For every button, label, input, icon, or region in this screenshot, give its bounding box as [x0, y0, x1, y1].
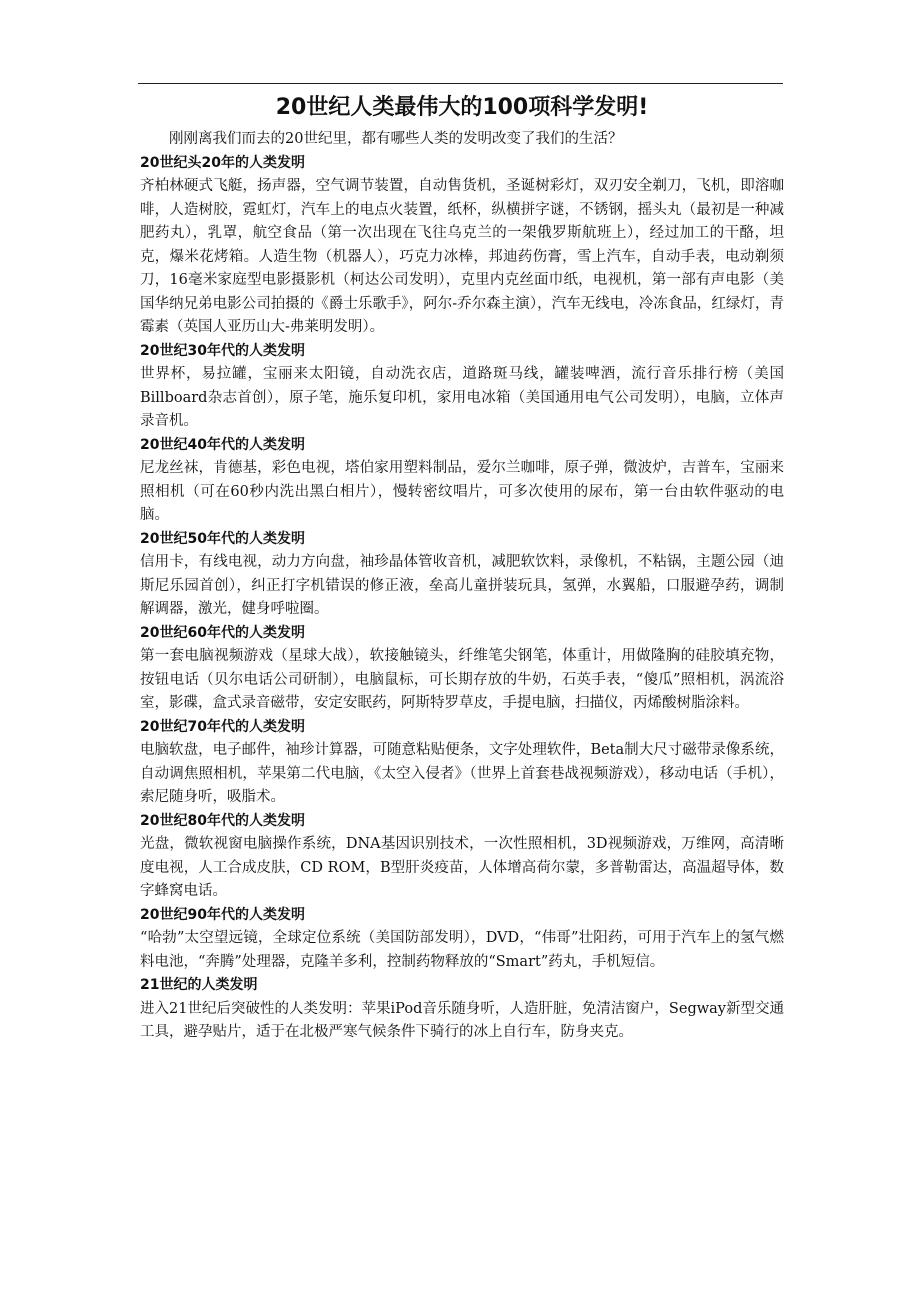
section-heading: 20世纪90年代的人类发明 — [140, 906, 305, 923]
document-content — [140, 90, 784, 1045]
section-heading: 20世纪头20年的人类发明 — [140, 154, 305, 171]
section-body: 信用卡，有线电视，动力方向盘，袖珍晶体管收音机，减肥软饮料，录像机，不粘锅，主题公园（迪斯尼乐园首创），纠正打字机错误的修正液，垒高儿童拼装玩具，氢弹，水翼船，口服避孕药，调制解调器，激光，健身呼啦圈。 — [140, 554, 784, 617]
section-1970s — [140, 716, 784, 810]
section-1980s — [140, 810, 784, 904]
section-1950s — [140, 528, 784, 622]
section-1940s — [140, 434, 784, 528]
section-body: 世界杯，易拉罐，宝丽来太阳镜，自动洗衣店，道路斑马线，罐装啤酒，流行音乐排行榜（美国Billboard杂志首创），原子笔，施乐复印机，家用电冰箱（美国通用电气公司发明），电脑，立体声录音机。 — [140, 366, 784, 429]
section-heading: 21世纪的人类发明 — [140, 977, 258, 993]
section-heading: 20世纪30年代的人类发明 — [140, 342, 305, 359]
section-body: 第一套电脑视频游戏（星球大战），软接触镜头，纤维笔尖钢笔，体重计，用做隆胸的硅胶填充物，按钮电话（贝尔电话公司研制），电脑鼠标，可长期存放的牛奶，石英手表，“傻瓜”照相机，涡流浴室，影碟，盒式录音磁带，安定安眠药，阿斯特罗草皮，手提电脑，扫描仪，丙烯酸树脂涂料。 — [140, 648, 784, 711]
section-body: “哈勃”太空望远镜，全球定位系统（美国防部发明），DVD，“伟哥”壮阳药，可用于汽车上的氢气燃料电池，“奔腾”处理器，克隆羊多利，控制药物释放的“Smart”药丸，手机短信。 — [140, 930, 784, 970]
document-title: 20世纪人类最伟大的100项科学发明! — [275, 95, 649, 120]
intro-paragraph: 刚刚离我们而去的20世纪里，都有哪些人类的发明改变了我们的生活？ — [169, 131, 623, 147]
section-heading: 20世纪40年代的人类发明 — [140, 436, 305, 453]
section-heading: 20世纪70年代的人类发明 — [140, 718, 305, 735]
section-1900s — [140, 152, 784, 340]
section-1960s — [140, 622, 784, 716]
section-body: 尼龙丝袜，肯德基，彩色电视，塔伯家用塑料制品，爱尔兰咖啡，原子弹，微波炉，吉普车，宝丽来照相机（可在60秒内洗出黑白相片），慢转密纹唱片，可多次使用的尿布，第一台由软件驱动的电脑。 — [140, 460, 784, 523]
header-rule — [138, 83, 783, 84]
section-21st-century — [140, 974, 784, 1045]
section-body: 光盘，微软视窗电脑操作系统，DNA基因识别技术，一次性照相机，3D视频游戏，万维网，高清晰度电视，人工合成皮肤，CD ROM，B型肝炎疫苗，人体增高荷尔蒙，多普勒雷达，高温超导体，数字蜂窝电话。 — [140, 836, 784, 899]
section-1930s — [140, 340, 784, 434]
section-heading: 20世纪50年代的人类发明 — [140, 530, 305, 547]
section-body: 齐柏林硬式飞艇，扬声器，空气调节装置，自动售货机，圣诞树彩灯，双刃安全剃刀，飞机，即溶咖啡，人造树胶，霓虹灯，汽车上的电点火装置，纸杯，纵横拼字谜，不锈钢，摇头丸（最初是一种减肥药丸），乳罩，航空食品（第一次出现在飞往乌克兰的一架俄罗斯航班上），经过加工的干酪，坦克，爆米花烤箱。人造生物（机器人），巧克力冰棒，邦迪药伤膏，雪上汽车，自动手表，电动剃须刀，16毫米家庭型电影摄影机（柯达公司发明），克里内克丝面巾纸，电视机，第一部有声电影（美国华纳兄弟电影公司拍摄的《爵士乐歌手》，阿尔-乔尔森主演），汽车无线电，冷冻食品，红绿灯，青霉素（英国人亚历山大-弗莱明发明）。 — [140, 178, 784, 335]
section-heading: 20世纪80年代的人类发明 — [140, 812, 305, 829]
section-heading: 20世纪60年代的人类发明 — [140, 624, 305, 641]
section-body: 进入21世纪后突破性的人类发明：苹果iPod音乐随身听，人造肝脏，免清洁窗户，Segway新型交通工具，避孕贴片，适于在北极严寒气候条件下骑行的冰上自行车，防身夹克。 — [140, 1000, 784, 1040]
section-body: 电脑软盘，电子邮件，袖珍计算器，可随意粘贴便条，文字处理软件，Beta制大尺寸磁带录像系统，自动调焦照相机，苹果第二代电脑，《太空入侵者》（世界上首套巷战视频游戏），移动电话（手机），索尼随身听，吸脂术。 — [140, 742, 784, 805]
section-1990s — [140, 904, 784, 975]
